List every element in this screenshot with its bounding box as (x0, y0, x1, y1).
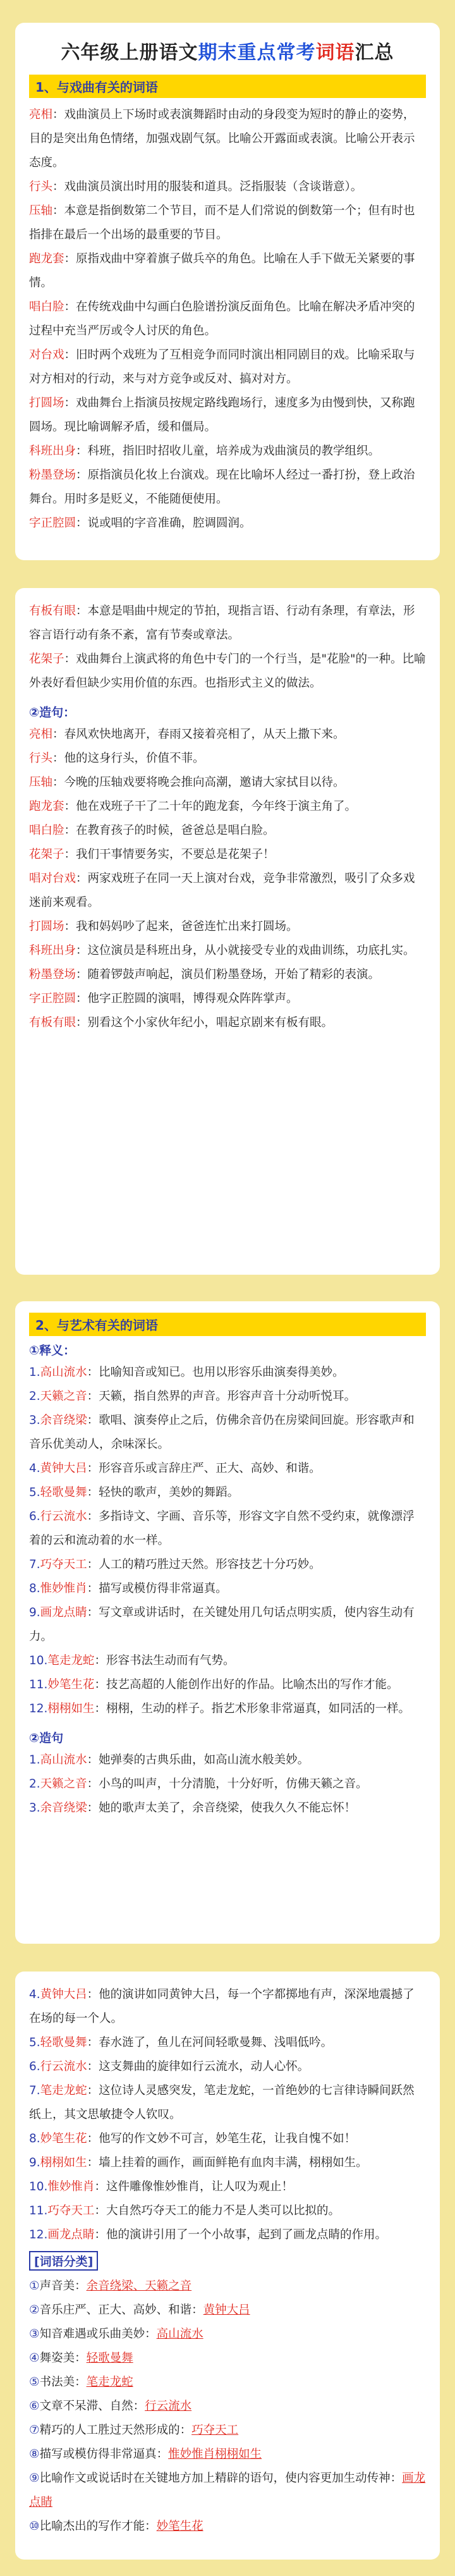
term-label: 画龙点睛 (47, 2228, 95, 2242)
term-text: ：他的演讲如同黄钟大吕，每一个字都掷地有声，深深地震撼了在场的每一个人。 (29, 1988, 415, 2025)
term-label: 余音绕梁 (40, 1801, 87, 1815)
list-item (29, 1796, 426, 1820)
term-text: ：他在戏班子干了二十年的跑龙套，今年终于演主角了。 (64, 800, 357, 813)
term-text: ：这位演员是科班出身，从小就接受专业的戏曲训练，功底扎实。 (76, 944, 415, 957)
card-drama-sentences (15, 588, 440, 1275)
term-label: 亮相 (29, 728, 53, 741)
term-label: 唱白脸 (29, 824, 64, 837)
item-number: 4. (29, 1988, 40, 2001)
list-item (29, 103, 426, 175)
term-label: 对台戏 (29, 348, 64, 362)
item-number: 2. (29, 1777, 40, 1791)
term-label: 巧夺天工 (47, 2204, 95, 2217)
term-text: ：春水涟了，鱼儿在河间轻歌曼舞、浅唱低吟。 (87, 2036, 333, 2049)
sub-heading: ②造句 (29, 1731, 64, 1745)
item-number: ⑩ (29, 2520, 40, 2533)
list-item (29, 819, 426, 843)
term-label: 余音绕梁 (40, 1414, 87, 1427)
list-item (29, 867, 426, 915)
list-item (29, 723, 426, 747)
list-item (29, 1457, 426, 1481)
term-label: 有板有眼 (29, 1016, 76, 1029)
item-number: 10. (29, 2180, 48, 2193)
classification-item (29, 2467, 426, 2515)
term-text: ：轻快的歌声，美妙的舞蹈。 (87, 1486, 240, 1499)
item-number: ② (29, 2303, 40, 2317)
classification-item (29, 2371, 426, 2395)
sub-heading: ①释义： (29, 1344, 76, 1358)
term-label: 惟妙惟肖 (47, 2180, 95, 2193)
item-number: 8. (29, 2132, 40, 2145)
list-item (29, 1673, 426, 1697)
list-item (29, 2223, 426, 2247)
term-label: 妙笔生花 (47, 1678, 95, 1691)
sentence-list (29, 723, 426, 1035)
item-number: ⑤ (29, 2376, 40, 2389)
list-item (29, 2199, 426, 2223)
term-label: 跑龙套 (29, 252, 64, 266)
term-label: 高山流水 (40, 1366, 87, 1379)
term-text: ：戏曲舞台上演武将的角色中专门的一个行当，是"花脸"的一种。比喻外表好看但缺少实用价值的东西。也指形式主义的做法。 (29, 653, 426, 690)
item-number: 6. (29, 1510, 40, 1523)
term-text: ：写文章或讲话时，在关键处用几句话点明实质，使内容生动有力。 (29, 1606, 415, 1643)
item-number: 11. (29, 1678, 48, 1691)
item-number: ⑨ (29, 2472, 40, 2485)
term-label: 行云流水 (40, 2060, 87, 2073)
term-text: ：这位诗人灵感突发，笔走龙蛇，一首绝妙的七言律诗瞬间跃然纸上，其文思敏捷令人钦叹。 (29, 2084, 415, 2121)
item-number: 1. (29, 1753, 40, 1767)
list-item (29, 2031, 426, 2055)
answer-text: 笔走龙蛇 (86, 2376, 133, 2389)
term-label: 科班出身 (29, 445, 76, 458)
term-text: ：栩栩，生动的样子。指艺术形象非常逼真，如同活的一样。 (94, 1702, 410, 1715)
term-label: 有板有眼 (29, 604, 76, 618)
term-text: ：人工的精巧胜过天然。形容技艺十分巧妙。 (87, 1558, 321, 1571)
term-text: ：他的演讲引用了一个小故事，起到了画龙点睛的作用。 (94, 2228, 387, 2242)
list-item (29, 295, 426, 343)
term-label: 打圆场 (29, 396, 64, 410)
category-text: 文章不呆滞、自然： (39, 2400, 145, 2413)
term-label: 笔走龙蛇 (47, 1654, 95, 1667)
term-text: ：她弹奏的古典乐曲，如高山流水般美妙。 (87, 1753, 310, 1767)
term-label: 字正腔圆 (29, 517, 76, 530)
term-label: 笔走龙蛇 (40, 2084, 87, 2097)
term-label: 字正腔圆 (29, 992, 76, 1005)
answer-text: 巧夺天工 (191, 2424, 239, 2437)
list-item (29, 939, 426, 963)
sentence-list (29, 1983, 426, 2247)
answer-text: 轻歌曼舞 (86, 2352, 133, 2365)
item-number: 8. (29, 1582, 40, 1595)
term-text: ：两家戏班子在同一天上演对台戏，竞争非常激烈，吸引了众多戏迷前来观看。 (29, 872, 415, 909)
term-text: ：原指戏曲中穿着旗子做兵卒的角色。比喻在人手下做无关紧要的事情。 (29, 252, 415, 290)
term-text: ：他写的作文妙不可言，妙笔生花，让我自愧不如！ (87, 2132, 356, 2145)
item-number: ⑦ (29, 2424, 40, 2437)
term-text: ：戏曲演员上下场时或表演舞蹈时由动的身段变为短时的静止的姿势，目的是突出角色情绪，加强戏剧气氛。比喻公开露面或表演。比喻公开表示态度。 (29, 108, 415, 169)
item-number: 5. (29, 1486, 40, 1499)
list-item (29, 1697, 426, 1721)
list-item (29, 1553, 426, 1577)
item-number: 3. (29, 1801, 40, 1815)
classification-item (29, 2395, 426, 2419)
title-part-1: 六年级上册语文 (61, 42, 198, 64)
term-label: 压轴 (29, 204, 53, 218)
term-text: ：大自然巧夺天工的能力不是人类可以比拟的。 (94, 2204, 340, 2217)
term-label: 轻歌曼舞 (40, 1486, 87, 1499)
answer-text: 行云流水 (145, 2400, 192, 2413)
page-title (29, 37, 426, 64)
term-text: ：这支舞曲的旋律如行云流水，动人心怀。 (87, 2060, 310, 2073)
classification-item (29, 2322, 426, 2346)
term-label: 唱白脸 (29, 300, 64, 314)
list-item (29, 512, 426, 536)
term-label: 打圆场 (29, 920, 64, 933)
term-label: 天籁之音 (40, 1777, 87, 1791)
term-label: 亮相 (29, 108, 53, 121)
term-label: 粉墨登场 (29, 968, 76, 981)
item-number: 7. (29, 2084, 40, 2097)
list-item (29, 843, 426, 867)
term-text: ：我们干事情要务实，不要总是花架子！ (64, 848, 275, 861)
list-item (29, 647, 426, 696)
term-text: ：比喻知音或知已。也用以形容乐曲演奏得美妙。 (87, 1366, 344, 1379)
term-text: ：形容音乐或言辞庄严、正大、高妙、和谐。 (87, 1462, 321, 1475)
category-text: 声音美： (39, 2279, 87, 2293)
classification-item (29, 2515, 426, 2539)
classification-item (29, 2346, 426, 2371)
term-label: 妙笔生花 (40, 2132, 87, 2145)
list-item (29, 963, 426, 987)
definition-list (29, 1361, 426, 1721)
list-item (29, 1601, 426, 1649)
term-label: 栩栩如生 (40, 2156, 87, 2169)
sub-heading: ②造句： (29, 706, 76, 720)
term-text: ：旧时两个戏班为了互相竞争而同时演出相同剧目的戏。比喻采取与对方相对的行动，来与对方竞争或反对、搞对对方。 (29, 348, 415, 386)
item-number: 12. (29, 1702, 48, 1715)
entry-list (29, 103, 426, 536)
term-text: ：歌唱、演奏停止之后，仿佛余音仍在房梁间回旋。形容歌声和音乐优美动人，余味深长。 (29, 1414, 415, 1451)
list-item (29, 771, 426, 795)
category-text: 比喻作文或说话时在关键地方加上精辟的语句，使内容更加生动传神： (39, 2472, 403, 2485)
classification-list (29, 2274, 426, 2539)
item-number: ⑧ (29, 2448, 40, 2461)
list-item (29, 2055, 426, 2079)
category-text: 书法美： (39, 2376, 87, 2389)
term-text: ：天籁，指自然界的声音。形容声音十分动听悦耳。 (87, 1390, 356, 1403)
classification-item (29, 2298, 426, 2322)
term-text: ：科班，指旧时招收儿童，培养成为戏曲演员的教学组织。 (76, 445, 380, 458)
term-label: 行头 (29, 752, 53, 765)
classification-item (29, 2419, 426, 2443)
category-text: 音乐庄严、正大、高妙、和谐： (39, 2303, 203, 2317)
item-number: 12. (29, 2228, 48, 2242)
item-number: 4. (29, 1462, 40, 1475)
term-text: ：今晚的压轴戏要将晚会推向高潮，邀请大家拭目以待。 (52, 776, 345, 789)
term-label: 轻歌曼舞 (40, 2036, 87, 2049)
category-text: 描写或模仿得非常逼真： (39, 2448, 169, 2461)
term-text: ：本意是唱曲中规定的节拍，现指言语、行动有条理，有章法，形容言语行动有条不紊，富有节奏或章法。 (29, 604, 415, 642)
term-label: 惟妙惟肖 (40, 1582, 87, 1595)
term-text: ：在教育孩子的时候，爸爸总是唱白脸。 (64, 824, 275, 837)
term-text: ：这件雕像惟妙惟肖，让人叹为观止！ (94, 2180, 293, 2193)
item-number: 9. (29, 2156, 40, 2169)
entry-list (29, 599, 426, 696)
list-item (29, 1748, 426, 1772)
answer-text: 黄钟大吕 (203, 2303, 250, 2317)
card-art-sentences (15, 1972, 440, 2560)
answer-text: 余音绕梁、天籁之音 (86, 2279, 192, 2293)
list-item (29, 247, 426, 295)
list-item (29, 1481, 426, 1505)
list-item (29, 2127, 426, 2151)
term-text: ：她的歌声太美了，余音绕梁，使我久久不能忘怀！ (87, 1801, 356, 1815)
term-label: 唱对台戏 (29, 872, 76, 885)
sentence-list (29, 1748, 426, 1820)
list-item (29, 2079, 426, 2127)
list-item (29, 1649, 426, 1673)
term-text: ：技艺高超的人能创作出好的作品。比喻杰出的写作才能。 (94, 1678, 399, 1691)
term-text: ：本意是指倒数第二个节目，而不是人们常说的倒数第一个；但有时也指排在最后一个出场的最重要的节目。 (29, 204, 415, 242)
list-item (29, 987, 426, 1011)
list-item (29, 199, 426, 247)
term-text: ：形容书法生动而有气势。 (94, 1654, 235, 1667)
title-part-2: 期末重点常考 (198, 42, 316, 64)
term-text: ：小鸟的叫声，十分清脆，十分好听，仿佛天籁之音。 (87, 1777, 368, 1791)
classification-item (29, 2443, 426, 2467)
list-item (29, 1361, 426, 1385)
list-item (29, 1772, 426, 1796)
list-item (29, 391, 426, 439)
term-label: 行云流水 (40, 1510, 87, 1523)
term-label: 黄钟大吕 (40, 1988, 87, 2001)
term-text: ：他字正腔圆的演唱，博得观众阵阵掌声。 (76, 992, 298, 1005)
item-number: 5. (29, 2036, 40, 2049)
category-text: 比喻杰出的写作才能： (39, 2520, 157, 2533)
answer-text: 惟妙惟肖栩栩如生 (168, 2448, 262, 2461)
list-item (29, 2175, 426, 2199)
term-label: 黄钟大吕 (40, 1462, 87, 1475)
category-text: 知音难遇或乐曲美妙： (39, 2328, 157, 2341)
list-item (29, 175, 426, 199)
term-label: 花架子 (29, 653, 64, 666)
category-text: 舞姿美： (39, 2352, 87, 2365)
term-label: 花架子 (29, 848, 64, 861)
term-text: ：戏曲舞台上指演员按规定路线跑场行，速度多为由慢到快，又称跑圆场。现比喻调解矛盾，缓和僵局。 (29, 396, 415, 434)
list-item (29, 343, 426, 391)
term-label: 行头 (29, 180, 53, 193)
item-number: 11. (29, 2204, 48, 2217)
list-item (29, 2151, 426, 2175)
list-item (29, 1577, 426, 1601)
term-text: ：他的这身行头，价值不菲。 (52, 752, 205, 765)
answer-text: 画龙点睛 (29, 2472, 426, 2509)
list-item (29, 1505, 426, 1553)
card-drama-terms (15, 23, 440, 560)
item-number: ① (29, 2279, 40, 2293)
card-art-terms (15, 1301, 440, 1944)
list-item (29, 463, 426, 512)
list-item (29, 1011, 426, 1035)
classification-item (29, 2274, 426, 2298)
term-text: ：描写或模仿得非常逼真。 (87, 1582, 228, 1595)
term-text: ：春风欢快地离开，春雨又接着亮相了，从天上撒下来。 (52, 728, 345, 741)
term-text: ：多指诗文、字画、音乐等，形容文字自然不受约束，就像漂浮着的云和流动着的水一样。 (29, 1510, 415, 1547)
list-item (29, 439, 426, 463)
item-number: ④ (29, 2352, 40, 2365)
item-number: 3. (29, 1414, 40, 1427)
term-text: ：我和妈妈吵了起来，爸爸连忙出来打圆场。 (64, 920, 298, 933)
term-label: 跑龙套 (29, 800, 64, 813)
term-label: 巧夺天工 (40, 1558, 87, 1571)
term-text: ：在传统戏曲中勾画白色脸谱扮演反面角色。比喻在解决矛盾冲突的过程中充当严厉或令人讨厌的角色。 (29, 300, 415, 338)
list-item (29, 1409, 426, 1457)
term-text: ：原指演员化妆上台演戏。现在比喻坏人经过一番打扮，登上政治舞台。用时多是贬义，不能随便使用。 (29, 469, 415, 506)
item-number: 9. (29, 1606, 40, 1619)
section-header: 1、与戏曲有关的词语 (29, 75, 426, 98)
list-item (29, 915, 426, 939)
term-label: 天籁之音 (40, 1390, 87, 1403)
category-text: 精巧的人工胜过天然形成的： (39, 2424, 192, 2437)
classification-title: [词语分类] (29, 2251, 98, 2271)
answer-text: 高山流水 (156, 2328, 203, 2341)
list-item (29, 747, 426, 771)
item-number: 2. (29, 1390, 40, 1403)
term-text: ：墙上挂着的画作，画面鲜艳有血肉丰满，栩栩如生。 (87, 2156, 368, 2169)
item-number: 7. (29, 1558, 40, 1571)
term-text: ：随着锣鼓声响起，演员们粉墨登场，开始了精彩的表演。 (76, 968, 380, 981)
item-number: 10. (29, 1654, 48, 1667)
title-part-4: 汇总 (355, 42, 394, 64)
term-label: 高山流水 (40, 1753, 87, 1767)
item-number: ③ (29, 2328, 40, 2341)
term-label: 栩栩如生 (47, 1702, 95, 1715)
item-number: 1. (29, 1366, 40, 1379)
list-item (29, 1385, 426, 1409)
term-label: 画龙点睛 (40, 1606, 87, 1619)
term-text: ：别看这个小家伙年纪小，唱起京剧来有板有眼。 (76, 1016, 334, 1029)
list-item (29, 1983, 426, 2031)
term-label: 科班出身 (29, 944, 76, 957)
item-number: ⑥ (29, 2400, 40, 2413)
term-text: ：戏曲演员演出时用的服装和道具。泛指服装（含谈谐意）。 (52, 180, 363, 193)
section-header: 2、与艺术有关的词语 (29, 1313, 426, 1336)
answer-text: 妙笔生花 (156, 2520, 203, 2533)
term-label: 粉墨登场 (29, 469, 76, 482)
list-item (29, 795, 426, 819)
term-label: 压轴 (29, 776, 53, 789)
item-number: 6. (29, 2060, 40, 2073)
title-part-3: 词语 (315, 42, 355, 64)
term-text: ：说或唱的字音准确，腔调圆润。 (76, 517, 252, 530)
list-item (29, 599, 426, 647)
